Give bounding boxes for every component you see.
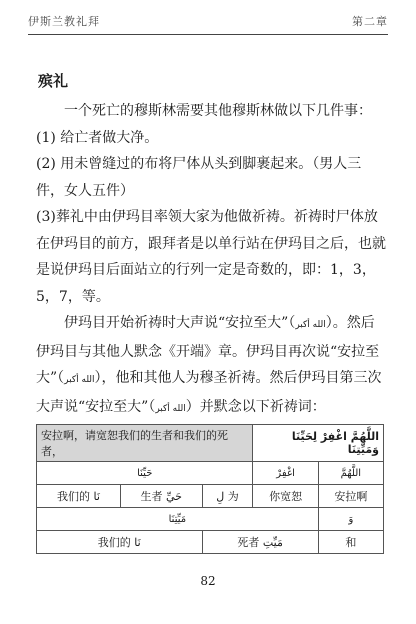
word-meaning-cell: 我们的 نَا bbox=[37, 531, 203, 554]
text-segment: ）并默念以下祈祷词： bbox=[185, 398, 326, 415]
paragraph-intro: 一个死亡的穆斯林需要其他穆斯林做以下几件事： bbox=[64, 103, 372, 119]
word-cell: وَ bbox=[318, 508, 383, 531]
table-row bbox=[37, 485, 384, 508]
word-meaning-cell: 安拉啊 bbox=[318, 485, 383, 508]
word-meaning-cell: 死者 مَيِّتِ bbox=[202, 531, 318, 554]
prayer-arabic bbox=[253, 425, 384, 462]
page-number: 82 bbox=[200, 574, 216, 588]
paragraph-item-2: (2) 用未曾缝过的布将尸体从头到脚裹起来。（男人三件，女人五件） bbox=[36, 156, 362, 199]
paragraph-item-3: (3)葬礼中由伊玛目率领大家为他做祈祷。祈祷时尸体放在伊玛目的前方，跟拜者是以单行站在伊玛目之后，也就是说伊玛目后面站立的行列一定是奇数的，即：1，3，5，7，等。 bbox=[36, 209, 386, 305]
word-meaning-cell: لِ 为 bbox=[202, 485, 253, 508]
text-segment: 伊玛目开始祈祷时大声说“安拉至大”（ bbox=[64, 315, 296, 331]
arabic-inline: الله أكبر bbox=[64, 375, 95, 385]
table-row bbox=[37, 425, 384, 462]
arabic-inline: الله أكبر bbox=[295, 320, 326, 330]
table-row bbox=[37, 531, 384, 554]
chapter-label: 第二章 bbox=[352, 15, 388, 28]
book-title: 伊斯兰教礼拜 bbox=[28, 15, 100, 28]
word-cell: اللَّهُمَّ bbox=[318, 462, 383, 485]
running-header bbox=[28, 8, 388, 35]
text-segment: ）。然后伊玛目与其他人默念《开端》章。伊玛目再次说“安拉至大”（ bbox=[36, 315, 380, 386]
word-cell: مَيِّتِنَا bbox=[37, 508, 319, 531]
word-meaning-cell: 和 bbox=[318, 531, 383, 554]
word-cell: اغْفِرْ bbox=[253, 462, 318, 485]
arabic-inline: الله أكبر bbox=[155, 403, 186, 414]
word-meaning-cell: 生者 حَيِّ bbox=[120, 485, 202, 508]
prayer-table bbox=[36, 424, 384, 554]
word-cell: حَيِّنَا bbox=[37, 462, 253, 485]
body-text bbox=[36, 98, 388, 422]
table-row bbox=[37, 508, 384, 531]
text-segment: ），他和其他人为穆圣祈祷。然后伊玛目第三次大声说“安拉至大”（ bbox=[36, 370, 382, 415]
prayer-translation: 安拉啊，请宽恕我们的生者和我们的死者， bbox=[37, 425, 253, 462]
word-meaning-cell: 你宽恕 bbox=[253, 485, 318, 508]
paragraph-prayer-steps bbox=[36, 310, 388, 422]
paragraph-item-1: (1) 给亡者做大净。 bbox=[36, 129, 159, 146]
section-title: 殡礼 bbox=[38, 72, 69, 90]
table-row bbox=[37, 462, 384, 485]
arabic-text: اللَّهُمَّ اغْفِرْ لِحَيِّنَا وَمَيِّتِنَا bbox=[291, 430, 379, 456]
word-meaning-cell: 我们的 نَا bbox=[37, 485, 121, 508]
